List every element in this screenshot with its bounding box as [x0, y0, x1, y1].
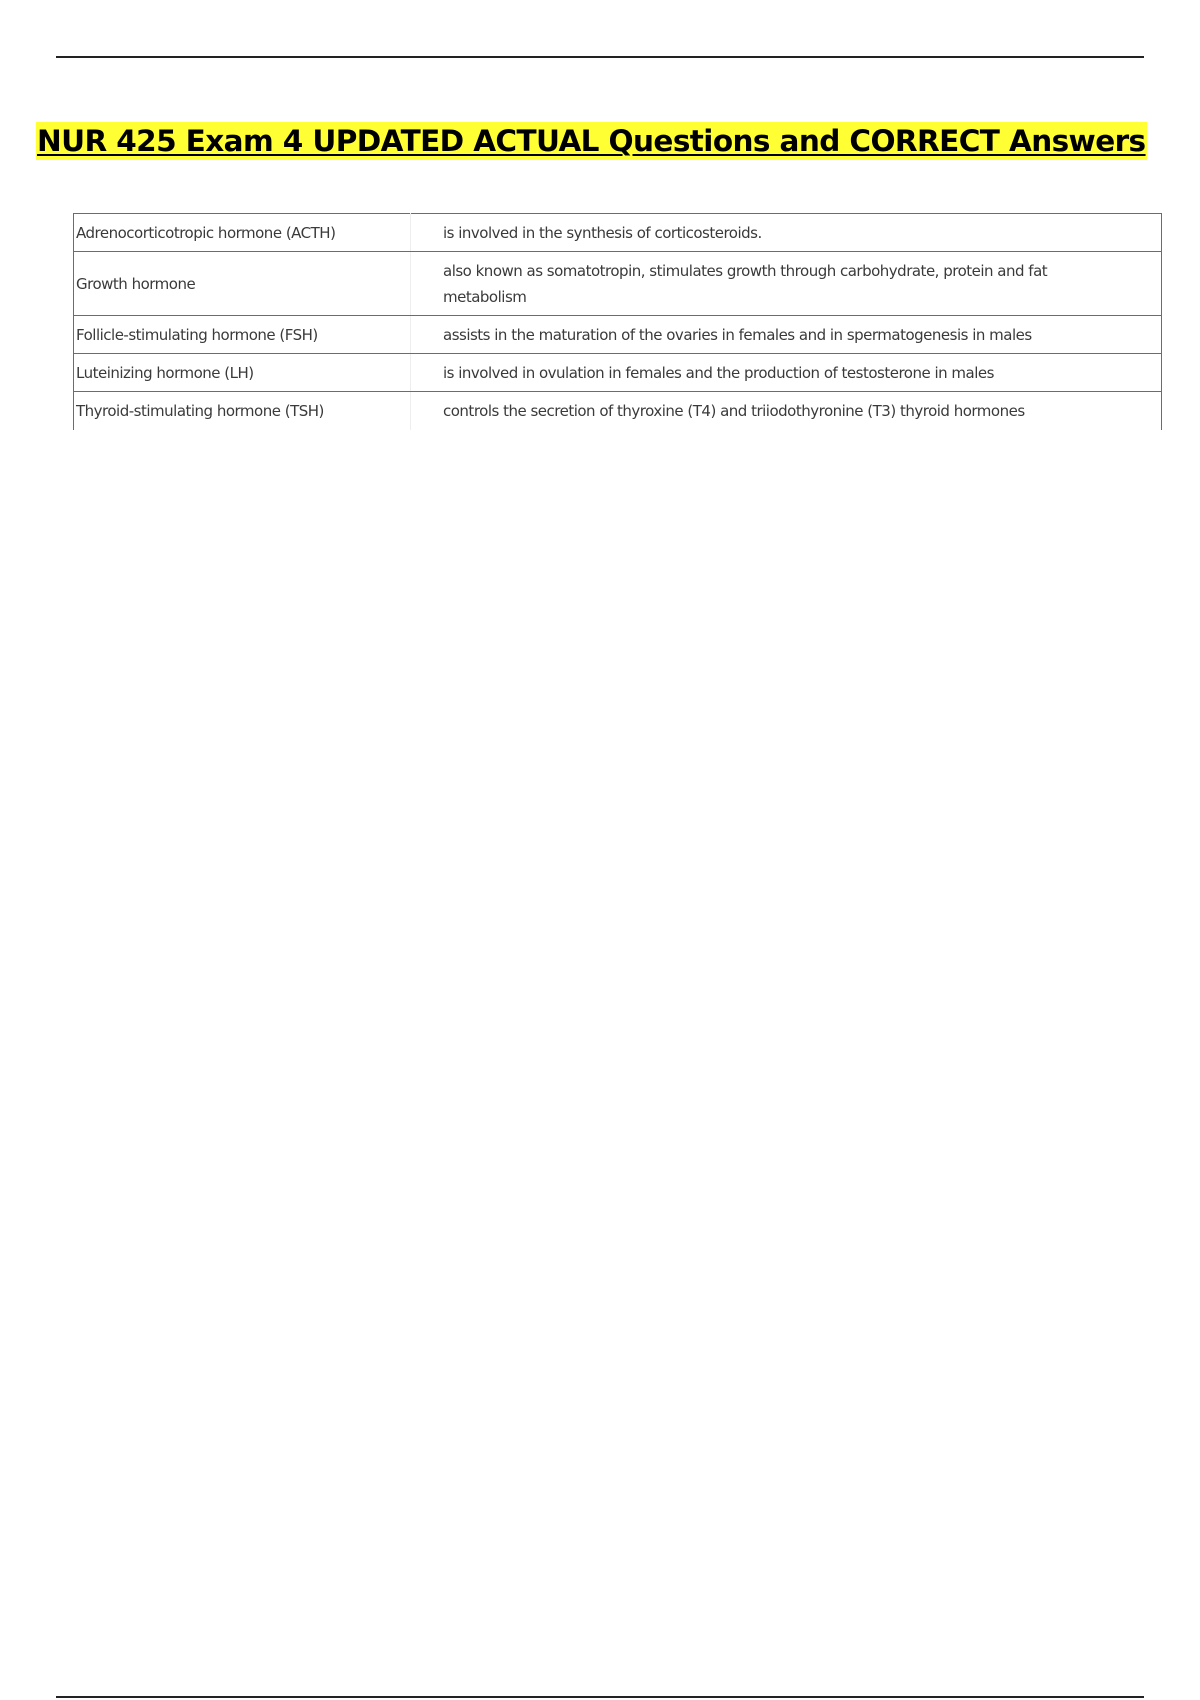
table-row — [74, 392, 1162, 430]
table-row — [74, 214, 1162, 252]
flashcard-table — [73, 213, 1162, 430]
header-rule — [56, 56, 1144, 58]
definition-cell: also known as somatotropin, stimulates growth through carbohydrate, protein and fat metabolism — [411, 252, 1162, 316]
term-cell: Follicle-stimulating hormone (FSH) — [74, 316, 411, 354]
term-cell: Adrenocorticotropic hormone (ACTH) — [74, 214, 411, 252]
table-row — [74, 252, 1162, 316]
footer-rule — [56, 1696, 1144, 1698]
term-cell: Thyroid-stimulating hormone (TSH) — [74, 392, 411, 430]
definition-cell: assists in the maturation of the ovaries in females and in spermatogenesis in males — [411, 316, 1162, 354]
table-row — [74, 354, 1162, 392]
table-row — [74, 316, 1162, 354]
term-cell: Growth hormone — [74, 252, 411, 316]
definition-cell: is involved in ovulation in females and the production of testosterone in males — [411, 354, 1162, 392]
term-cell: Luteinizing hormone (LH) — [74, 354, 411, 392]
document-title: NUR 425 Exam 4 UPDATED ACTUAL Questions and CORRECT Answers — [37, 124, 1146, 158]
definition-cell: controls the secretion of thyroxine (T4) and triiodothyronine (T3) thyroid hormones — [411, 392, 1162, 430]
definition-cell: is involved in the synthesis of corticosteroids. — [411, 214, 1162, 252]
